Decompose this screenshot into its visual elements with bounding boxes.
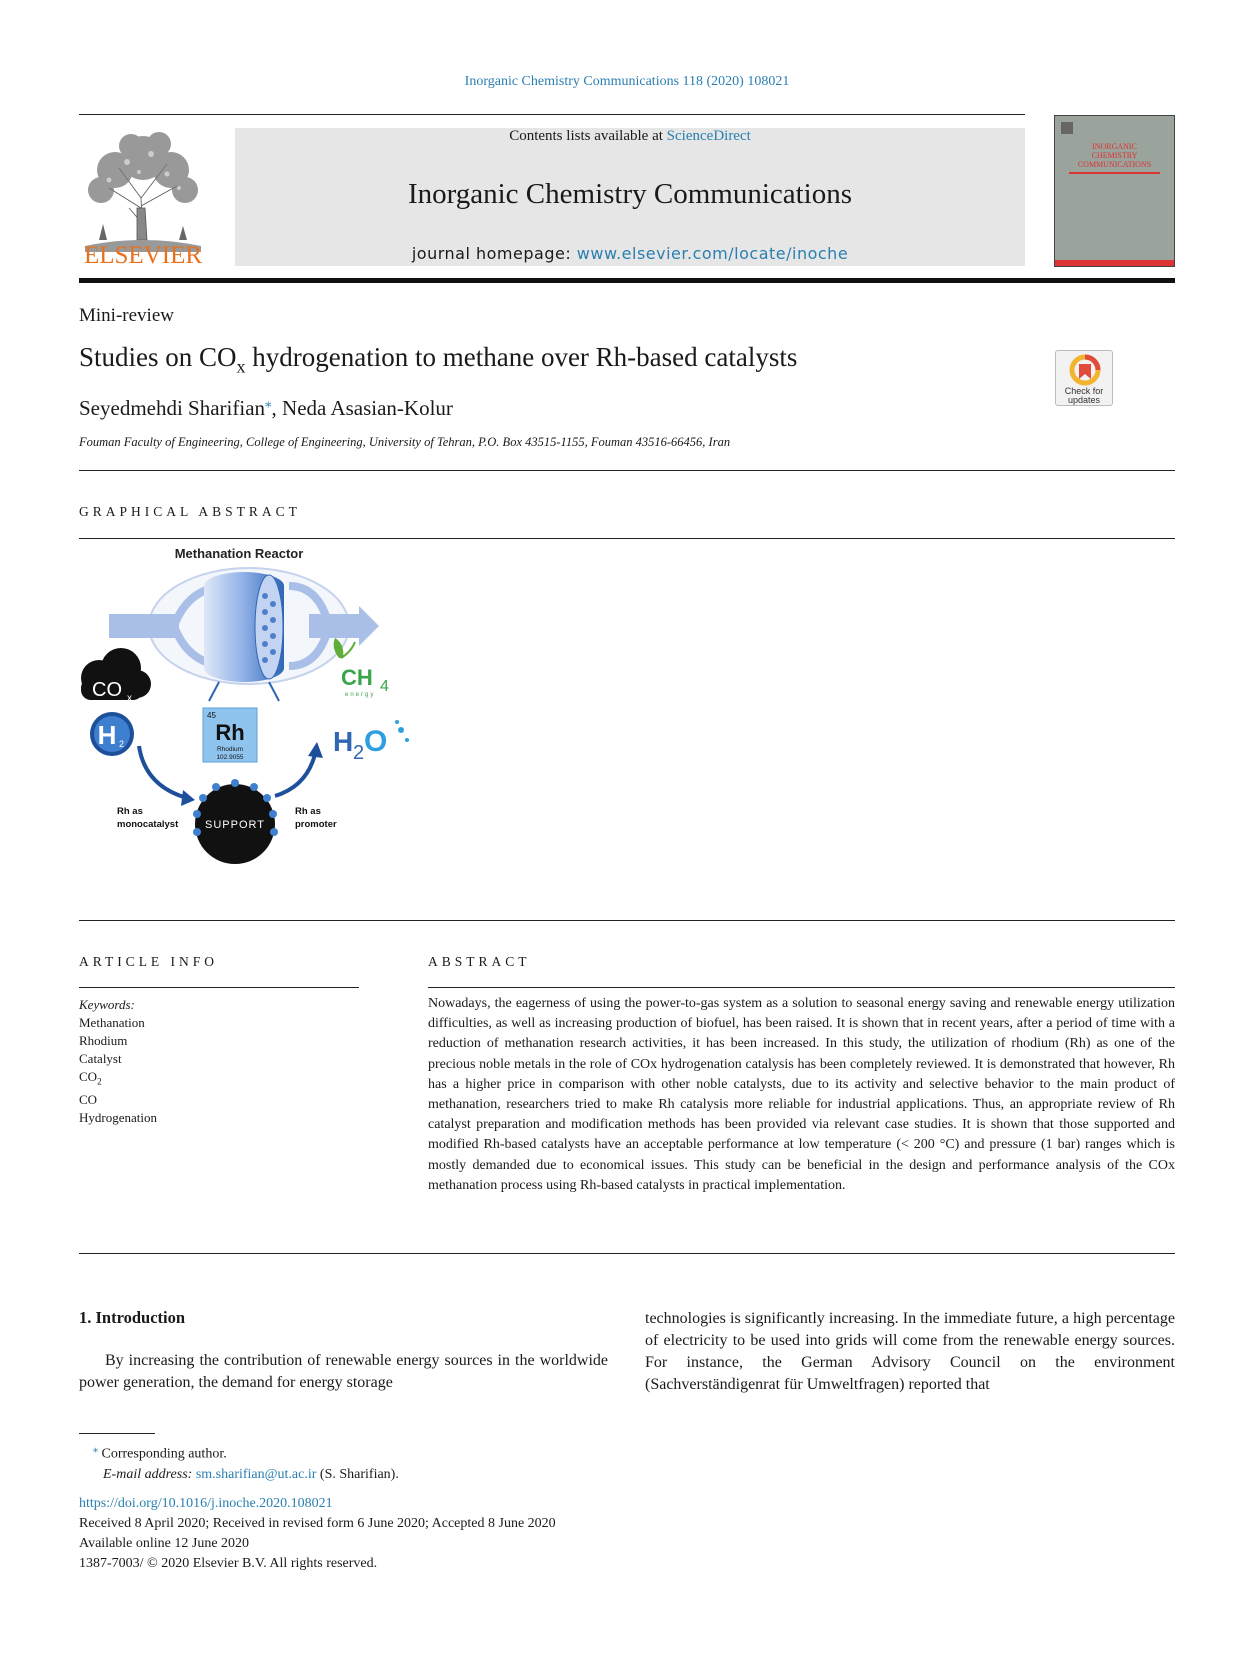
h2o-subscript: 2 xyxy=(353,742,365,764)
h2o-product-icon xyxy=(333,720,409,764)
divider xyxy=(79,470,1175,471)
journal-title: Inorganic Chemistry Communications xyxy=(407,178,853,210)
corresponding-author-text: Corresponding author. xyxy=(98,1446,227,1462)
monocatalyst-label-2: monocatalyst xyxy=(117,819,179,830)
journal-cover-thumbnail[interactable] xyxy=(1054,115,1175,267)
reactor-outlet-pipe xyxy=(309,614,359,638)
h2o-o: O xyxy=(364,725,388,758)
footnote-mark: ⁎ xyxy=(93,1444,98,1455)
cover-title-line3: COMMUNICATIONS xyxy=(1077,160,1152,169)
journal-homepage-line xyxy=(235,244,1025,263)
cox-cloud-icon xyxy=(81,648,151,704)
divider xyxy=(79,1253,1175,1254)
catalyst-face xyxy=(255,575,283,679)
available-online: Available online 12 June 2020 xyxy=(79,1536,250,1551)
keyword-co2-subscript: 2 xyxy=(97,1076,102,1087)
cox-label: CO xyxy=(92,679,122,701)
author-1[interactable]: Seyedmehdi Sharifian xyxy=(79,396,266,420)
article-info-divider xyxy=(79,987,359,988)
article-title xyxy=(79,342,797,377)
title-part2: hydrogenation to methane over Rh-based catalysts xyxy=(245,342,798,372)
outlet-arrow xyxy=(359,606,379,646)
cox-subscript: x xyxy=(127,693,132,704)
journal-reference-link[interactable]: Inorganic Chemistry Communications 118 (2020) 108021 xyxy=(464,74,790,89)
cover-title xyxy=(1055,142,1174,169)
author-separator: , xyxy=(271,396,283,420)
keyword-item: CO xyxy=(79,1091,98,1107)
cover-title-line1: INORGANIC xyxy=(1092,142,1137,151)
footnote xyxy=(79,1440,399,1485)
check-updates-label xyxy=(1056,387,1112,405)
rh-symbol: Rh xyxy=(215,720,245,745)
received-dates: Received 8 April 2020; Received in revised form 6 June 2020; Accepted 8 June 2020 xyxy=(79,1516,556,1531)
title-subscript: x xyxy=(236,356,246,377)
divider xyxy=(79,920,1175,921)
h2-reactant-icon xyxy=(90,712,134,756)
sciencedirect-link[interactable]: ScienceDirect xyxy=(666,128,751,144)
author-affiliation: Fouman Faculty of Engineering, College of Engineering, University of Tehran, P.O. Box 43515-1155, Fouman 43516-66456, Iran xyxy=(79,435,731,449)
abstract-heading: ABSTRACT xyxy=(428,954,531,969)
ch4-label: CH xyxy=(341,665,373,690)
contents-available-line xyxy=(235,128,1025,145)
abstract-text: Nowadays, the eagerness of using the power-to-gas system as a solution to seasonal energy saving and renewable energy utilization difficulties, as well as increasing production of biofuel, has been raised. It is shown that in recent years, after a period of time with a reduction of methanation research activities, it has been increased. In this study, the utilization of rhodium (Rh) as one of the precious noble metals in the role of COx hydrogenation catalysis has been completely reviewed. It is demonstrated that however, Rh has a higher price in comparison with other noble catalysts, due to its activity and selective behavior to the main product of methanation, researchers tried to make Rh catalysis more reliable for industrial applications. Thus, an appropriate review of Rh catalyst preparation and modification methods has been provided via relevant case studies. It is shown that those supported and modified Rh-based catalysts have an acceptable performance at low temperature (< 200 °C) and pressure (1 bar) ranges which is mostly demanded due to economical issues. This study can be beneficial in the design and performance analysis of the COx methanation process using Rh-based catalysts in practical implementation. xyxy=(428,996,1175,1193)
corresponding-author-note xyxy=(79,1440,399,1465)
email-link[interactable]: sm.sharifian@ut.ac.ir xyxy=(195,1466,317,1482)
cover-red-band xyxy=(1069,172,1160,174)
reactor-label: Methanation Reactor xyxy=(174,546,304,561)
introduction-heading: 1. Introduction xyxy=(79,1308,186,1327)
copyright: 1387-7003/ © 2020 Elsevier B.V. All rights reserved. xyxy=(79,1556,378,1571)
monocatalyst-label-1: Rh as xyxy=(117,806,143,817)
masthead-thick-divider xyxy=(79,278,1175,283)
rh-atomic-number: 45 xyxy=(207,711,216,720)
keyword-item: Methanation xyxy=(79,1015,145,1030)
email-label: E-mail address: xyxy=(103,1466,196,1482)
h2o-h: H xyxy=(333,726,354,757)
support-sphere xyxy=(193,779,278,864)
h2-label: H xyxy=(97,720,117,750)
ch4-tag: energy xyxy=(345,692,376,698)
support-label: SUPPORT xyxy=(205,819,265,831)
introduction-column-1: By increasing the contribution of renewable energy sources in the worldwide power generation, the demand for energy storage xyxy=(79,1352,608,1391)
keyword-co2: CO xyxy=(79,1069,98,1084)
keyword-item xyxy=(79,1068,157,1091)
keywords-list xyxy=(79,996,157,1127)
doi-link[interactable]: https://doi.org/10.1016/j.inoche.2020.108021 xyxy=(79,1496,333,1511)
graphical-abstract-figure xyxy=(79,546,424,886)
check-updates-line2: updates xyxy=(1067,395,1101,405)
publication-info xyxy=(79,1494,556,1574)
right-curved-arrow xyxy=(275,754,315,796)
introduction-column-2: technologies is significantly increasing. In the immediate future, a high percentage of electricity to be used into grids will come from the renewable energy sources. For instance, the German Advisory Council on the environment (Sachverständigenrat für Umweltfragen) reported that xyxy=(645,1310,1175,1393)
reactor-inlet-pipe xyxy=(109,614,179,638)
top-divider xyxy=(79,114,1025,115)
divider xyxy=(79,538,1175,539)
article-type: Mini-review xyxy=(79,305,174,326)
author-2[interactable]: Neda Asasian-Kolur xyxy=(282,396,453,420)
rhodium-element-tile xyxy=(203,708,257,762)
author-list xyxy=(79,395,453,421)
homepage-link[interactable]: www.elsevier.com/locate/inoche xyxy=(576,244,849,263)
promoter-label-2: promoter xyxy=(295,819,337,830)
graphical-abstract-heading: GRAPHICAL ABSTRACT xyxy=(79,504,301,519)
check-for-updates-button[interactable] xyxy=(1055,350,1113,406)
keyword-item: Catalyst xyxy=(79,1051,122,1066)
rh-name: Rhodium xyxy=(216,746,244,753)
keyword-item: Hydrogenation xyxy=(79,1109,157,1125)
cover-bottom-band xyxy=(1055,260,1174,266)
email-line xyxy=(79,1465,399,1485)
abstract-divider xyxy=(428,987,1175,988)
rh-atomic-mass: 102.9055 xyxy=(216,754,244,761)
h2-subscript: 2 xyxy=(119,739,125,749)
check-updates-line1: Check for xyxy=(1064,386,1104,396)
article-info-heading: ARTICLE INFO xyxy=(79,954,219,969)
elsevier-wordmark: ELSEVIER xyxy=(83,242,203,269)
keyword-item: Rhodium xyxy=(79,1033,128,1048)
contents-prefix: Contents lists available at xyxy=(509,128,667,144)
email-suffix: (S. Sharifian). xyxy=(316,1466,399,1482)
corresponding-author-mark[interactable]: ⁎ xyxy=(265,395,272,410)
ch4-subscript: 4 xyxy=(380,678,389,695)
title-part1: Studies on CO xyxy=(79,342,237,372)
keywords-label: Keywords: xyxy=(79,997,135,1012)
check-updates-icon xyxy=(1056,353,1114,387)
cover-title-line2: CHEMISTRY xyxy=(1091,151,1138,160)
cover-publisher-mark xyxy=(1061,122,1073,134)
promoter-label-1: Rh as xyxy=(295,806,321,817)
ch4-product-icon xyxy=(334,638,389,698)
footnote-divider xyxy=(79,1433,155,1434)
homepage-prefix: journal homepage: xyxy=(411,244,577,263)
left-curved-arrow xyxy=(139,746,187,798)
